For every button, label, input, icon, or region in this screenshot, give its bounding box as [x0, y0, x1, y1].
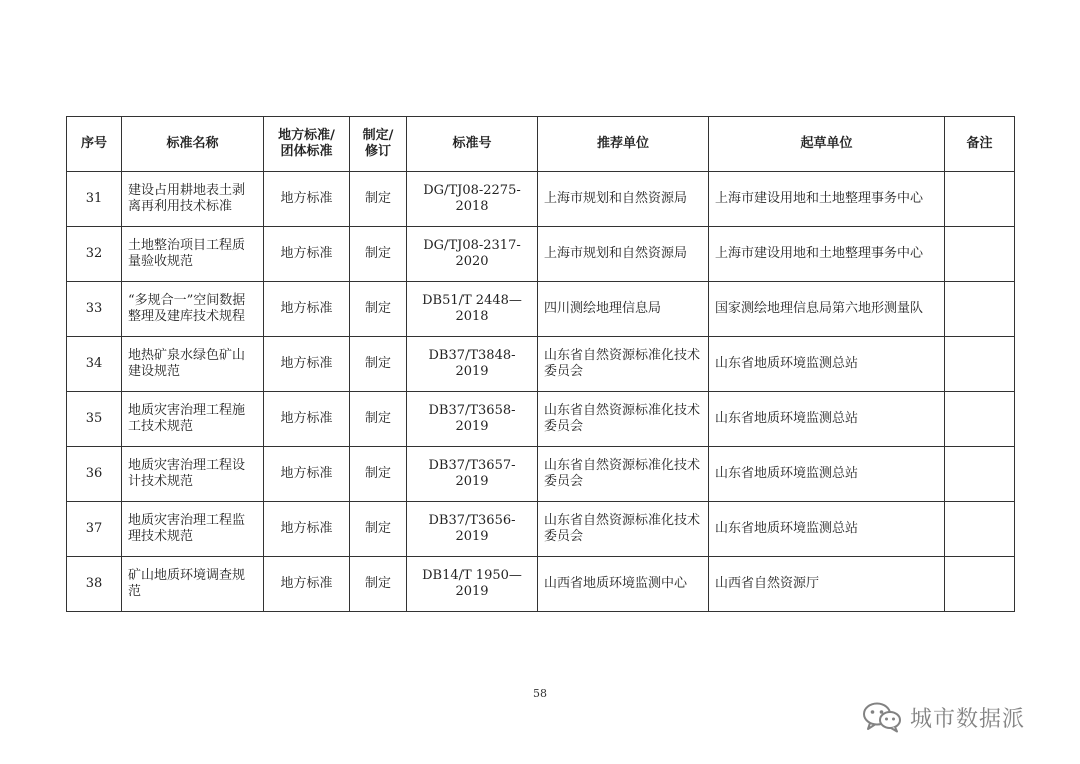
- cell-type: 地方标准: [264, 392, 350, 447]
- table-row: [67, 172, 1015, 227]
- wechat-icon: [862, 701, 902, 733]
- cell-type: 地方标准: [264, 337, 350, 392]
- watermark-text: 城市数据派: [910, 706, 1026, 732]
- cell-remark: [945, 502, 1015, 557]
- cell-remark: [945, 282, 1015, 337]
- cell-drafter: 山西省自然资源厅: [709, 557, 945, 612]
- cell-action: 制定: [350, 282, 407, 337]
- cell-action: 制定: [350, 392, 407, 447]
- cell-action: 制定: [350, 447, 407, 502]
- cell-code: DB14/T 1950—2019: [407, 557, 538, 612]
- cell-type: 地方标准: [264, 557, 350, 612]
- cell-seq: 32: [67, 227, 122, 282]
- cell-type: 地方标准: [264, 282, 350, 337]
- cell-code: DG/TJ08-2275-2018: [407, 172, 538, 227]
- table-row: [67, 557, 1015, 612]
- cell-drafter: 国家测绘地理信息局第六地形测量队: [709, 282, 945, 337]
- page-number: 58: [533, 687, 547, 700]
- cell-type: 地方标准: [264, 447, 350, 502]
- table-row: [67, 282, 1015, 337]
- cell-seq: 36: [67, 447, 122, 502]
- watermark: [862, 700, 1025, 734]
- cell-remark: [945, 447, 1015, 502]
- cell-drafter: 上海市建设用地和土地整理事务中心: [709, 227, 945, 282]
- cell-seq: 37: [67, 502, 122, 557]
- table-row: [67, 502, 1015, 557]
- cell-remark: [945, 392, 1015, 447]
- table-row: [67, 227, 1015, 282]
- cell-drafter: 上海市建设用地和土地整理事务中心: [709, 172, 945, 227]
- cell-recommender: 山东省自然资源标准化技术委员会: [538, 502, 709, 557]
- cell-action: 制定: [350, 502, 407, 557]
- standards-table: [66, 116, 1015, 612]
- header-recommender: 推荐单位: [538, 117, 709, 172]
- cell-code: DG/TJ08-2317-2020: [407, 227, 538, 282]
- cell-name: 地质灾害治理工程施工技术规范: [122, 392, 264, 447]
- cell-drafter: 山东省地质环境监测总站: [709, 337, 945, 392]
- cell-recommender: 山东省自然资源标准化技术委员会: [538, 447, 709, 502]
- header-code: 标准号: [407, 117, 538, 172]
- cell-name: “多规合一”空间数据整理及建库技术规程: [122, 282, 264, 337]
- cell-name: 矿山地质环境调查规范: [122, 557, 264, 612]
- cell-code: DB37/T3658-2019: [407, 392, 538, 447]
- cell-action: 制定: [350, 557, 407, 612]
- cell-type: 地方标准: [264, 172, 350, 227]
- cell-name: 地质灾害治理工程监理技术规范: [122, 502, 264, 557]
- cell-remark: [945, 172, 1015, 227]
- cell-code: DB37/T3848-2019: [407, 337, 538, 392]
- header-name: 标准名称: [122, 117, 264, 172]
- cell-name: 地热矿泉水绿色矿山建设规范: [122, 337, 264, 392]
- cell-seq: 33: [67, 282, 122, 337]
- table-header-row: [67, 117, 1015, 172]
- cell-action: 制定: [350, 172, 407, 227]
- cell-drafter: 山东省地质环境监测总站: [709, 392, 945, 447]
- cell-recommender: 山西省地质环境监测中心: [538, 557, 709, 612]
- cell-code: DB51/T 2448—2018: [407, 282, 538, 337]
- header-type: 地方标准/ 团体标准: [264, 117, 350, 172]
- cell-code: DB37/T3657-2019: [407, 447, 538, 502]
- header-seq: 序号: [67, 117, 122, 172]
- cell-recommender: 山东省自然资源标准化技术委员会: [538, 337, 709, 392]
- cell-type: 地方标准: [264, 502, 350, 557]
- cell-name: 土地整治项目工程质量验收规范: [122, 227, 264, 282]
- cell-seq: 35: [67, 392, 122, 447]
- cell-remark: [945, 557, 1015, 612]
- cell-action: 制定: [350, 337, 407, 392]
- cell-seq: 31: [67, 172, 122, 227]
- cell-name: 地质灾害治理工程设计技术规范: [122, 447, 264, 502]
- cell-seq: 34: [67, 337, 122, 392]
- cell-remark: [945, 337, 1015, 392]
- cell-name: 建设占用耕地表土剥离再利用技术标准: [122, 172, 264, 227]
- cell-type: 地方标准: [264, 227, 350, 282]
- cell-drafter: 山东省地质环境监测总站: [709, 447, 945, 502]
- table-row: [67, 392, 1015, 447]
- cell-drafter: 山东省地质环境监测总站: [709, 502, 945, 557]
- table-row: [67, 337, 1015, 392]
- cell-recommender: 上海市规划和自然资源局: [538, 227, 709, 282]
- table-row: [67, 447, 1015, 502]
- cell-recommender: 四川测绘地理信息局: [538, 282, 709, 337]
- header-action: 制定/ 修订: [350, 117, 407, 172]
- cell-remark: [945, 227, 1015, 282]
- cell-code: DB37/T3656-2019: [407, 502, 538, 557]
- cell-action: 制定: [350, 227, 407, 282]
- cell-recommender: 山东省自然资源标准化技术委员会: [538, 392, 709, 447]
- header-remark: 备注: [945, 117, 1015, 172]
- cell-recommender: 上海市规划和自然资源局: [538, 172, 709, 227]
- header-drafter: 起草单位: [709, 117, 945, 172]
- cell-seq: 38: [67, 557, 122, 612]
